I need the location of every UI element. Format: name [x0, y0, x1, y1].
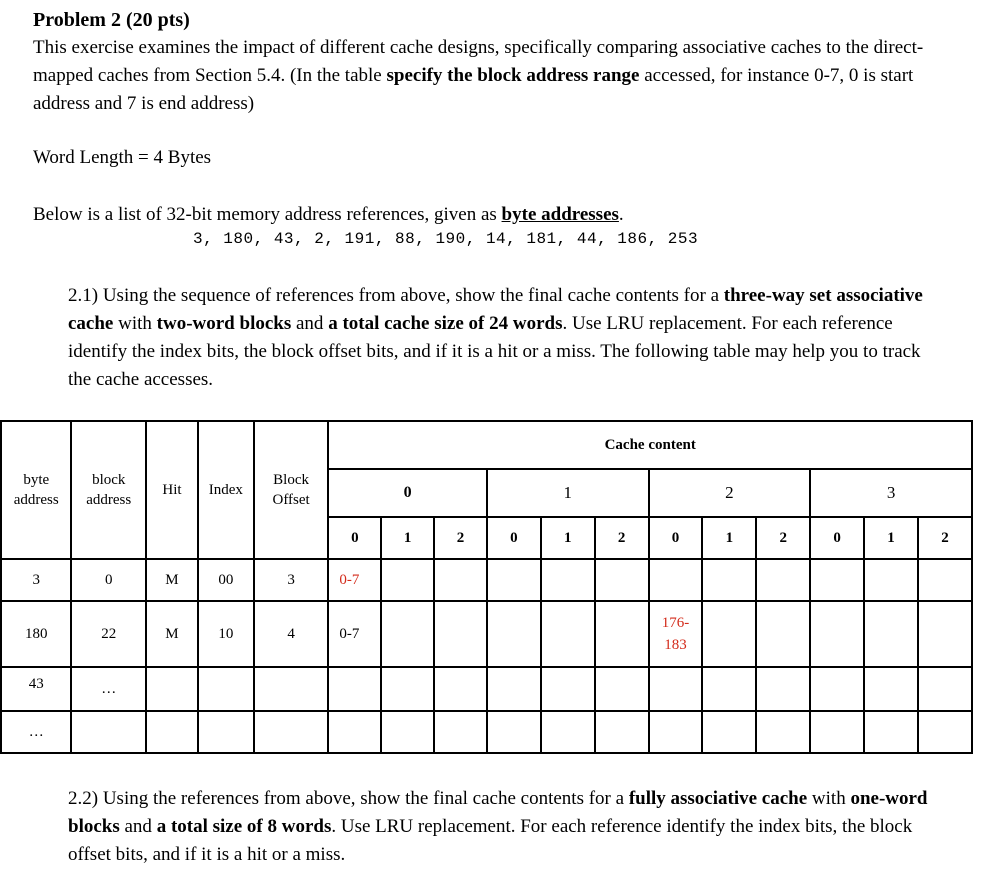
cell-hit [146, 667, 198, 711]
header-index: Index [198, 421, 254, 559]
word-length: Word Length = 4 Bytes [33, 147, 212, 168]
q22-text-2: with [807, 788, 851, 809]
cell-cache [541, 601, 595, 667]
way-header: 2 [434, 517, 487, 559]
cell-cache [434, 559, 487, 601]
way-header: 1 [864, 517, 918, 559]
way-header: 1 [702, 517, 756, 559]
cell-cache-set2-way0: 176- 183 [649, 601, 703, 667]
header-cache-content: Cache content [328, 421, 972, 469]
cell-cache-set0-way0: 0-7 [328, 559, 381, 601]
cell-cache [756, 601, 810, 667]
cell-cache [381, 667, 434, 711]
header-block-address: block address [71, 421, 146, 559]
cell-cache [702, 559, 756, 601]
table-row [1, 667, 972, 711]
cell-cache [810, 559, 864, 601]
cell-index [198, 667, 254, 711]
cell-cache [595, 559, 649, 601]
set-1-header: 1 [487, 469, 649, 517]
cell-byte-address: … [1, 711, 71, 753]
cell-cache [702, 667, 756, 711]
cell-block-address: … [71, 667, 146, 711]
way-header: 2 [595, 517, 649, 559]
intro-text: This exercise examines the impact of different cache designs, specifically comparing associative caches to the direct-mapped caches from Section 5.4. (In the table [33, 37, 924, 86]
q22-bold-2: one-word blocks [68, 788, 928, 837]
table-row [1, 601, 972, 667]
cell-cache [434, 601, 487, 667]
q22-text-3: and [119, 816, 157, 837]
way-header: 2 [756, 517, 810, 559]
problem-intro [33, 34, 973, 118]
cell-cache [434, 667, 487, 711]
question-2-1 [68, 282, 948, 394]
cell-index: 00 [198, 559, 254, 601]
byte-addresses-emphasis: byte addresses [501, 204, 619, 225]
cell-cache [595, 601, 649, 667]
set-0-header: 0 [328, 469, 487, 517]
intro-text-end: accessed, for instance 0-7, 0 is start address and 7 is end address) [33, 65, 914, 114]
cell-cache [649, 667, 703, 711]
cell-block-address: 0 [71, 559, 146, 601]
set-3-header: 3 [810, 469, 972, 517]
cell-cache [918, 667, 972, 711]
question-2-2 [68, 785, 948, 869]
header-hit: Hit [146, 421, 198, 559]
q21-text-1: 2.1) Using the sequence of references from above, show the final cache contents for a [68, 285, 724, 306]
q22-text-4: . Use LRU replacement. For each reference identify the index bits, the block offset bits, and if it is a hit or a miss. [68, 816, 913, 865]
header-byte-address: byte address [1, 421, 71, 559]
cell-cache [487, 711, 541, 753]
header-block-offset: Block Offset [254, 421, 329, 559]
intro-bold: specify the block address range [386, 65, 640, 86]
cell-cache [864, 667, 918, 711]
cell-cache [918, 559, 972, 601]
references-label [33, 201, 624, 229]
cell-cache [810, 601, 864, 667]
cell-cache [328, 711, 381, 753]
table-row [1, 559, 972, 601]
cell-block-offset [254, 667, 329, 711]
cell-hit: M [146, 601, 198, 667]
cell-cache-set2-way0 [649, 559, 703, 601]
way-header: 0 [649, 517, 703, 559]
cell-byte-address: 3 [1, 559, 71, 601]
cell-cache [381, 601, 434, 667]
cell-block-address: 22 [71, 601, 146, 667]
cell-cache [864, 711, 918, 753]
cell-block-address [71, 711, 146, 753]
cell-cache [702, 601, 756, 667]
way-header: 2 [918, 517, 972, 559]
cell-byte-address: 43 [1, 667, 71, 711]
q21-text-4: . Use LRU replacement. For each reference identify the index bits, the block offset bits, and if it is a hit or a miss. The following table may help you to track the cache accesses. [68, 313, 921, 390]
cell-cache [381, 711, 434, 753]
set-2-header: 2 [649, 469, 811, 517]
q21-text-2: with [113, 313, 157, 334]
q21-text-3: and [291, 313, 329, 334]
cell-hit: M [146, 559, 198, 601]
cell-block-offset: 4 [254, 601, 329, 667]
cell-byte-address: 180 [1, 601, 71, 667]
cell-cache [918, 601, 972, 667]
q21-bold-3: a total cache size of 24 words [328, 313, 563, 334]
refs-label-end: . [618, 204, 624, 225]
cell-cache [756, 667, 810, 711]
cell-cache [810, 711, 864, 753]
cell-cache [328, 667, 381, 711]
cell-cache [864, 601, 918, 667]
way-header: 0 [810, 517, 864, 559]
cell-cache [541, 667, 595, 711]
q21-bold-2: two-word blocks [156, 313, 292, 334]
cell-cache [487, 601, 541, 667]
cell-cache [487, 559, 541, 601]
way-header: 0 [328, 517, 381, 559]
cell-block-offset [254, 711, 329, 753]
cell-cache [487, 667, 541, 711]
refs-label-text: Below is a list of 32-bit memory address references, given as [33, 204, 502, 225]
table-row [1, 711, 972, 753]
way-header: 1 [381, 517, 434, 559]
q21-bold-1: three-way set associative cache [68, 285, 923, 334]
q22-text-1: 2.2) Using the references from above, show the final cache contents for a [68, 788, 629, 809]
cell-block-offset: 3 [254, 559, 329, 601]
problem-title: Problem 2 (20 pts) [33, 9, 190, 31]
cell-cache [756, 711, 810, 753]
cell-hit [146, 711, 198, 753]
cell-cache [702, 711, 756, 753]
cell-index [198, 711, 254, 753]
way-header: 0 [487, 517, 541, 559]
address-list: 3, 180, 43, 2, 191, 88, 190, 14, 181, 44, 186, 253 [193, 230, 699, 248]
cell-cache [649, 711, 703, 753]
cell-cache-set0-way0: 0-7 [328, 601, 381, 667]
cell-cache [434, 711, 487, 753]
cell-cache [541, 559, 595, 601]
cell-cache [918, 711, 972, 753]
cell-index: 10 [198, 601, 254, 667]
cell-cache [864, 559, 918, 601]
q22-bold-3: a total size of 8 words [156, 816, 332, 837]
cell-cache [595, 667, 649, 711]
cell-cache [541, 711, 595, 753]
way-header: 1 [541, 517, 595, 559]
q22-bold-1: fully associative cache [628, 788, 808, 809]
cell-cache [381, 559, 434, 601]
cell-cache [595, 711, 649, 753]
cache-tracking-table [0, 420, 973, 754]
cell-cache [810, 667, 864, 711]
cell-cache [756, 559, 810, 601]
